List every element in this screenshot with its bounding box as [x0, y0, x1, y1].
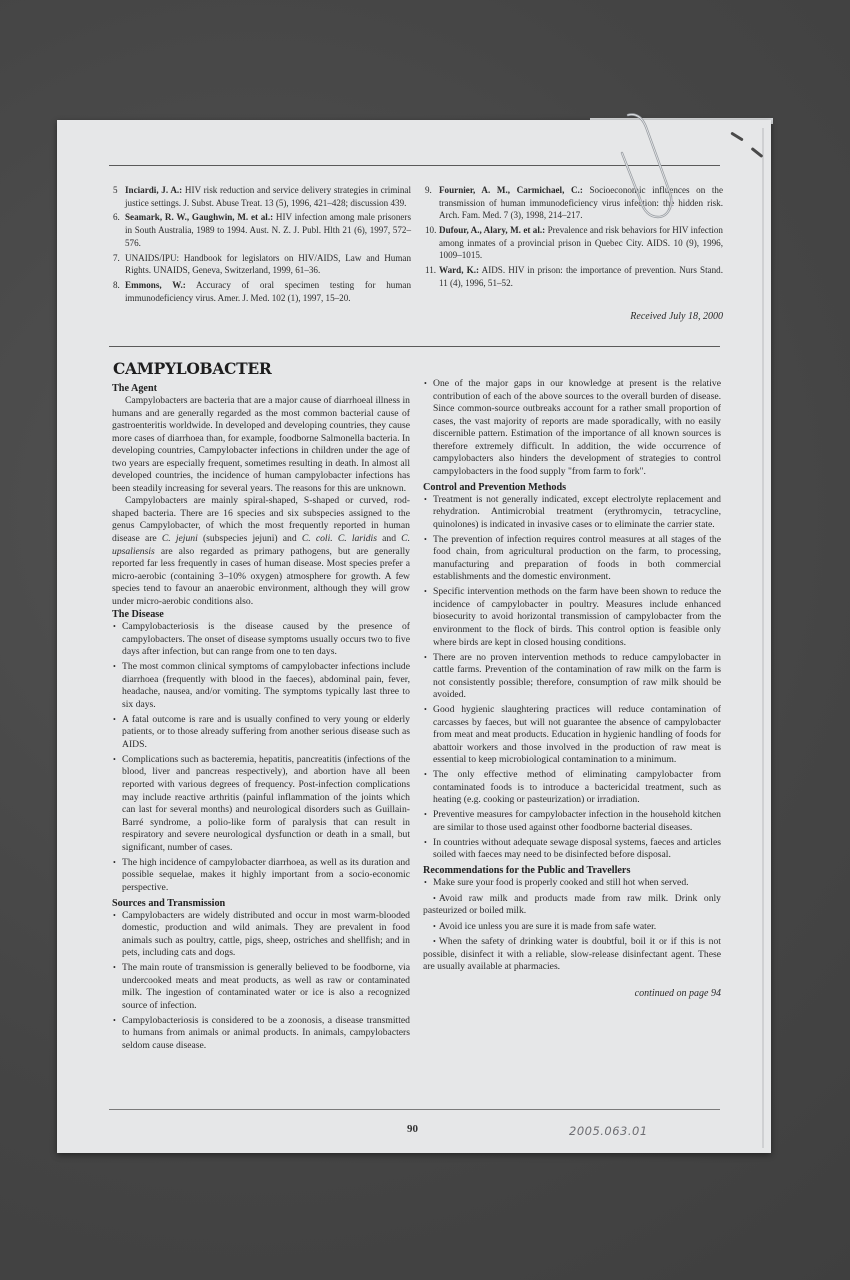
document-page — [57, 120, 771, 1153]
reference-number: 7. — [113, 252, 120, 263]
reference-item — [113, 252, 411, 277]
recommendation-item — [423, 921, 721, 934]
recommendation-text: Avoid raw milk and products made from raw milk. Drink only pasteurized or boiled milk. — [423, 892, 721, 917]
list-item: • The most common clinical symptoms of campylobacter infections include diarrhoea (frequently with blood in the faeces), abdominal pain, fever, headache, nausea, and/or vomiting. The symptoms typically last three to six days. — [112, 661, 410, 711]
control-list — [423, 494, 721, 862]
reference-number: 5 — [113, 185, 118, 195]
agent-paragraph-2 — [112, 495, 410, 608]
species-name: C. laridis — [337, 533, 377, 545]
recommendation-item — [423, 893, 721, 918]
list-item: • Campylobacters are widely distributed and occur in most warm-blooded domestic, production and wild animals. They are prevalent in food animals such as poultry, cattle, pigs, sheep, ostriches and shellfish; and in pets, including cats and dogs. — [112, 910, 410, 960]
section-heading-recommendations: Recommendations for the Public and Travellers — [423, 865, 631, 877]
list-item: • The prevention of infection requires control measures at all stages of the food chain, from agricultural production on the farm, to processing, manufacturing and preparation of foods in both commercial establishments and the domestic environment. — [423, 534, 721, 584]
paperclip-icon — [618, 113, 678, 223]
list-item: • Treatment is not generally indicated, except electrolyte replacement and rehydration. Antimicrobial treatment (erythromycin, tetracycline, quinolones) is indicated in invasive cases or to eliminate the carrier state. — [423, 494, 721, 532]
recommendation-text: When the safety of drinking water is doubtful, boil it or if this is not possible, disinfect it with a reliable, slow-release disinfectant agent. These are usually available at pharmacies. — [423, 936, 721, 973]
staple-mark-icon — [730, 132, 743, 142]
species-name: C. jejuni — [161, 533, 198, 545]
list-item: • Make sure your food is properly cooked and still hot when served. — [423, 877, 721, 890]
reference-text: AIDS. HIV in prison: the importance of prevention. Nurs Stand. 11 (4), 1996, 51–52. — [439, 265, 724, 288]
reference-item — [113, 184, 411, 209]
footer-rule — [109, 1109, 720, 1110]
list-item: • The main route of transmission is generally believed to be foodborne, via undercooked meats and meat products, as well as raw or contaminated milk. The ingestion of contaminated water or ice is also a recognized source of infection. — [112, 962, 410, 1012]
references-right-column — [425, 184, 723, 292]
text-run: and — [376, 533, 402, 545]
list-item: • The high incidence of campylobacter diarrhoea, as well as its duration and possible sequelae, makes it highly important from a socio-economic perspective. — [112, 857, 410, 895]
list-item: • Campylobacteriosis is the disease caused by the presence of campylobacters. The onset of disease symptoms usually occurs two to five days after infection, but can range from one to ten days. — [112, 621, 410, 659]
reference-authors: Dufour, A., Alary, M. et al.: — [439, 225, 546, 236]
section-heading-agent: The Agent — [112, 383, 157, 394]
reference-number: 10. — [425, 225, 437, 236]
received-date: Received July 18, 2000 — [630, 311, 723, 322]
reference-number: 11. — [425, 265, 437, 276]
article-title: CAMPYLOBACTER — [113, 359, 272, 378]
handwritten-catalog-number: 2005.063.01 — [569, 1124, 648, 1138]
text-run: are also regarded as primary pathogens, but are generally reported far less frequently in cases of human disease. Most species prefer a micro-aerobic (containing 3–10% oxygen) atmosphere for growth. A few species tend to favour an anaerobic environment, although they will grow under micro-aerobic conditions also. — [112, 545, 410, 607]
references-left-column — [113, 184, 411, 307]
recommendations-list — [423, 877, 721, 890]
section-heading-disease: The Disease — [112, 609, 164, 621]
text-run: Campylobacters are mainly spiral-shaped, S-shaped or curved, rod-shaped bacteria. There are 16 species and six subspecies assigned to the genus Campylobacter, of which the most frequently reported in human disease are — [112, 495, 410, 545]
disease-list — [112, 621, 410, 894]
reference-text: HIV infection among male prisoners in South Australia, 1989 to 1994. Aust. N. Z. J. Publ. Hlth 21 (6), 1997, 572–576. — [125, 212, 411, 248]
list-item: • Specific intervention methods on the farm have been shown to reduce the incidence of campylobacter in poultry. Measures include enhanced biosecurity to avoid horizontal transmission of campylobacter from the environment to the flock of birds. This control option is feasible only where birds are kept in closed housing conditions. — [423, 586, 721, 649]
reference-authors: Emmons, W.: — [125, 280, 186, 291]
list-item: • The only effective method of eliminating campylobacter from contaminated foods is to introduce a bactericidal treatment, such as heating (e.g. cooking or pasteurization) or irradiation. — [423, 769, 721, 807]
recommendation-item — [423, 936, 721, 974]
reference-text: UNAIDS/IPU: Handbook for legislators on HIV/AIDS, Law and Human Rights. UNAIDS, Geneva, Switzerland, 1999, 61–36. — [125, 252, 411, 276]
reference-text: Prevalence and risk behaviors for HIV infection among inmates of a provincial prison in Quebec City. AIDS. 10 (9), 1996, 1009–1015. — [439, 225, 723, 261]
reference-authors: Ward, K.: — [439, 265, 480, 276]
recommendation-text: Avoid ice unless you are sure it is made from safe water. — [438, 920, 657, 932]
reference-item — [425, 224, 723, 262]
bullet-icon: • — [433, 937, 436, 947]
reference-authors: Inciardi, J. A.: — [125, 185, 183, 195]
section-rule — [109, 346, 720, 347]
species-name: C. upsaliensis — [112, 533, 410, 557]
list-item: • A fatal outcome is rare and is usually confined to very young or elderly patients, or to those already suffering from another serious disease such as AIDS. — [112, 714, 410, 752]
list-item: • Good hygienic slaughtering practices will reduce contamination of carcasses by faeces, but will not guarantee the absence of campylobacter from meat and meat products. Education in hygienic handling of foods for abattoir workers and those involved in the production of raw meat is essential to keep microbiological contamination to a minimum. — [423, 704, 721, 767]
article-right-column — [423, 378, 721, 1001]
page-right-edge — [762, 128, 764, 1148]
reference-number: 6. — [113, 212, 120, 223]
page-number: 90 — [407, 1123, 418, 1135]
list-item: • Preventive measures for campylobacter infection in the household kitchen are similar to those used against other foodborne bacterial diseases. — [423, 809, 721, 834]
agent-paragraph-1: Campylobacters are bacteria that are a major cause of diarrhoeal illness in humans and are generally regarded as the most common bacterial cause of gastroenteritis worldwide. In developed and developing countries, they cause more cases of diarrhoea than, for example, foodborne Salmonella bacteria. In developing countries, Campylobacter infections in children under the age of two years are especially frequent, sometimes resulting in death. In almost all developed countries, the incidence of human campylobacter infections has been steadily increasing for several years. The reasons for this are unknown. — [112, 395, 410, 494]
sources-list-continued — [423, 378, 721, 478]
reference-text: Socioeconomic influences on the transmission of human immunodeficiency virus infection: the hidden risk. Arch. Fam. Med. 7 (3), 1998, 214–217. — [439, 185, 723, 221]
bullet-icon: • — [433, 893, 436, 903]
reference-item — [113, 279, 411, 304]
section-heading-control: Control and Prevention Methods — [423, 481, 567, 493]
text-run: (subspecies jejuni) and — [197, 533, 302, 545]
reference-number: 9. — [425, 185, 432, 195]
section-heading-sources: Sources and Transmission — [112, 897, 226, 909]
article-left-column — [112, 382, 410, 1055]
list-item: • Complications such as bacteremia, hepatitis, pancreatitis (infections of the blood, liver and pancreas respectively), and abortion have all been reported with various degrees of frequency. Post-infection complications may include reactive arthritis (painful inflammation of the joints which can last for several months) and neurological disorders such as Guillain-Barré syndrome, a polio-like form of paralysis that can result in respiratory and severe neurological dysfunction or death in a small, but significant, number of cases. — [112, 754, 410, 854]
list-item: • One of the major gaps in our knowledge at present is the relative contribution of each of the above sources to the overall burden of disease. Since common-source outbreaks account for a rather small proportion of cases, the vast majority of reports are made sporadically, with no easily discernible pattern. Estimation of the importance of all known sources is therefore extremely difficult. In addition, the wide occurrence of campylobacters also hinders the development of strategies to control campylobacters in the food supply "from farm to fork". — [423, 378, 721, 478]
reference-authors: Seamark, R. W., Gaughwin, M. et al.: — [125, 212, 274, 223]
reference-item — [425, 184, 723, 222]
continued-note: continued on page 94 — [634, 988, 721, 1000]
reference-text: HIV risk reduction and service delivery strategies in criminal justice settings. J. Subst. Abuse Treat. 13 (5), 1996, 421–428; discussion 439. — [125, 185, 411, 208]
reference-text: Accuracy of oral specimen testing for human immunodeficiency virus. Amer. J. Med. 102 (1), 1997, 15–20. — [125, 280, 411, 303]
reference-item — [425, 264, 723, 289]
reference-authors: Fournier, A. M., Carmichael, C.: — [439, 185, 583, 195]
list-item: • Campylobacteriosis is considered to be a zoonosis, a disease transmitted to humans from animals or animal products. In animals, campylobacters seldom cause disease. — [112, 1015, 410, 1053]
sources-list — [112, 910, 410, 1053]
list-item: • In countries without adequate sewage disposal systems, faeces and articles soiled with faeces may need to be disinfected before disposal. — [423, 837, 721, 862]
bullet-icon: • — [433, 921, 436, 931]
reference-item — [113, 211, 411, 249]
species-name: C. coli. — [301, 533, 333, 545]
reference-number: 8. — [113, 280, 120, 291]
list-item: • There are no proven intervention methods to reduce campylobacter in cattle farms. Prevention of the contamination of raw milk on the farm is not consistently possible; therefore, consumption of raw milk should be avoided. — [423, 652, 721, 702]
